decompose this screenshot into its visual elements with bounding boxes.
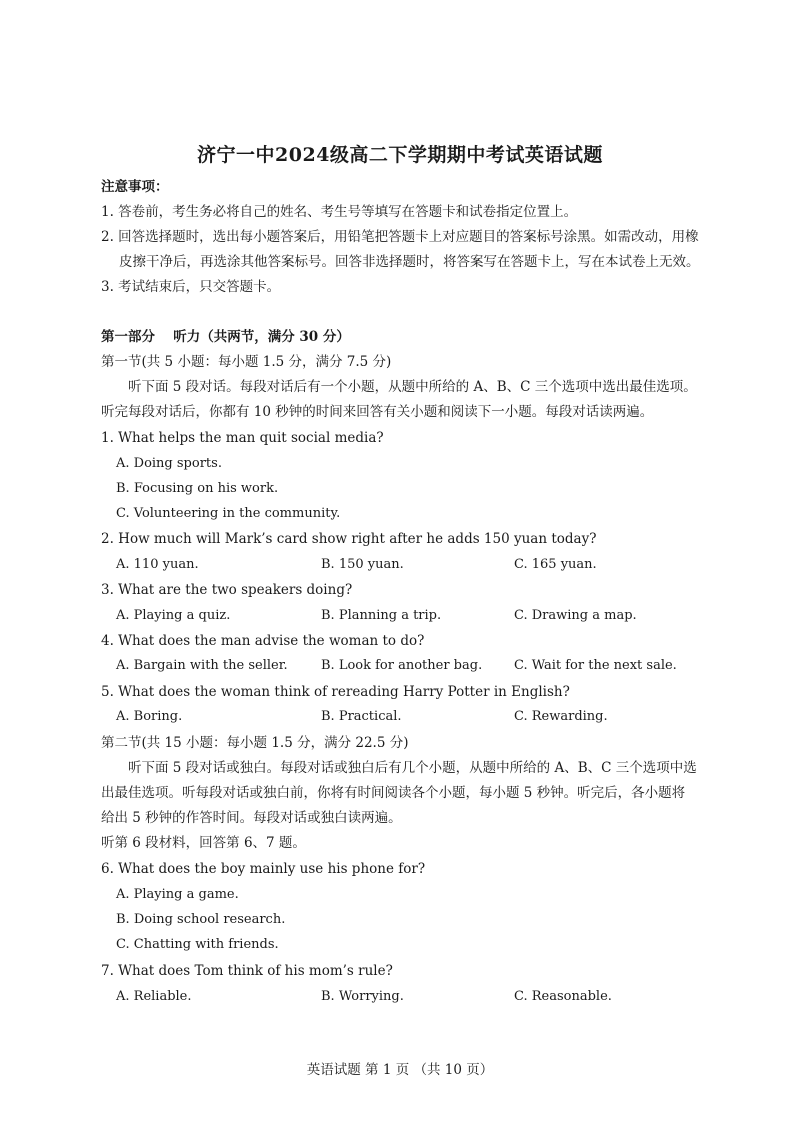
option-a: A. 110 yuan. [116, 557, 199, 572]
question-stem: 2. How much will Mark’s card show right after he adds 150 yuan today? [101, 531, 597, 547]
option-c: C. Rewarding. [514, 709, 608, 724]
part1-heading: 第一部分 听力（共两节，满分 30 分） [101, 329, 350, 345]
option-b: B. 150 yuan. [321, 557, 404, 572]
section1-instruction-2: 听完每段对话后，你都有 10 秒钟的时间来回答有关小题和阅读下一小题。每段对话读两遍。 [101, 404, 654, 420]
section2-heading: 第二节(共 15 小题：每小题 1.5 分，满分 22.5 分) [101, 735, 409, 751]
option-b: B. Doing school research. [116, 912, 286, 927]
option-b: B. Practical. [321, 709, 402, 724]
option-a: A. Doing sports. [116, 456, 222, 471]
option-c: C. Volunteering in the community. [116, 506, 341, 521]
option-c: C. Drawing a map. [514, 608, 637, 623]
section2-instruction-3: 给出 5 秒钟的作答时间。每段对话或独白读两遍。 [101, 810, 402, 826]
material-note: 听第 6 段材料，回答第 6、7 题。 [101, 835, 306, 851]
option-a: A. Reliable. [116, 989, 192, 1004]
option-c: C. 165 yuan. [514, 557, 597, 572]
section1-instruction-1: 听下面 5 段对话。每段对话后有一个小题，从题中所给的 A、B、C 三个选项中选出最佳选项。 [128, 379, 697, 395]
option-b: B. Focusing on his work. [116, 481, 279, 496]
section1-heading: 第一节(共 5 小题：每小题 1.5 分，满分 7.5 分) [101, 354, 392, 370]
notice-item-2-cont: 皮擦干净后，再选涂其他答案标号。回答非选择题时，将答案写在答题卡上，写在本试卷上无效。 [119, 254, 700, 270]
question-stem: 7. What does Tom think of his mom’s rule? [101, 963, 393, 979]
option-a: A. Bargain with the seller. [116, 658, 288, 673]
option-a: A. Playing a quiz. [116, 608, 231, 623]
notice-heading: 注意事项： [101, 179, 169, 195]
option-c: C. Wait for the next sale. [514, 658, 677, 673]
page-footer: 英语试题 第 1 页 （共 10 页） [306, 1062, 494, 1078]
notice-item-1: 1. 答卷前，考生务必将自己的姓名、考生号等填写在答题卡和试卷指定位置上。 [101, 204, 578, 220]
option-a: A. Boring. [116, 709, 183, 724]
question-stem: 4. What does the man advise the woman to do? [101, 633, 425, 649]
option-b: B. Worrying. [321, 989, 404, 1004]
question-stem: 1. What helps the man quit social media? [101, 430, 384, 446]
section2-instruction-2: 出最佳选项。听每段对话或独白前，你将有时间阅读各个小题，每小题 5 秒钟。听完后，各小题将 [101, 785, 686, 801]
question-stem: 6. What does the boy mainly use his phone for? [101, 861, 426, 877]
option-c: C. Chatting with friends. [116, 937, 279, 952]
question-stem: 5. What does the woman think of rereading Harry Potter in English? [101, 684, 570, 700]
option-b: B. Planning a trip. [321, 608, 442, 623]
notice-item-2: 2. 回答选择题时，选出每小题答案后，用铅笔把答题卡上对应题目的答案标号涂黑。如需改动，用橡 [101, 229, 699, 245]
option-a: A. Playing a game. [116, 887, 239, 902]
page-title: 济宁一中2024级高二下学期期中考试英语试题 [197, 144, 603, 166]
section2-instruction-1: 听下面 5 段对话或独白。每段对话或独白后有几个小题，从题中所给的 A、B、C 三个选项中选 [128, 760, 697, 776]
notice-item-3: 3. 考试结束后，只交答题卡。 [101, 279, 281, 295]
option-b: B. Look for another bag. [321, 658, 483, 673]
question-stem: 3. What are the two speakers doing? [101, 582, 353, 598]
option-c: C. Reasonable. [514, 989, 612, 1004]
